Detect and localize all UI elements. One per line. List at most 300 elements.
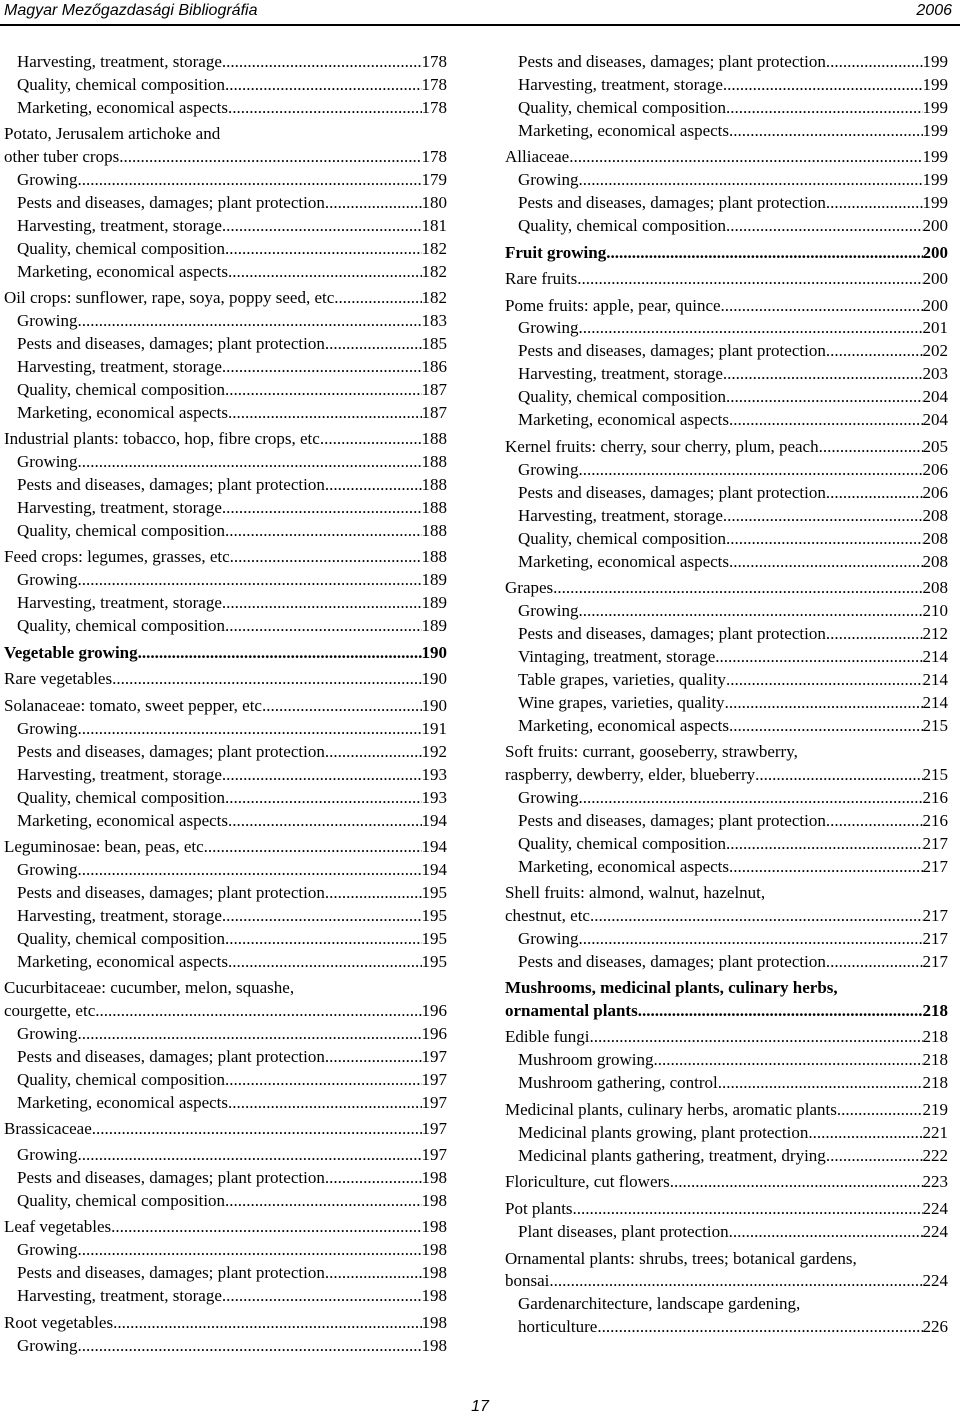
index-entry-page: 208 (922, 552, 948, 571)
index-entry-page: 221 (922, 1123, 948, 1142)
index-entry (17, 474, 447, 496)
dot-leader (723, 505, 923, 527)
index-entry (4, 1000, 447, 1022)
index-entry (518, 1049, 948, 1071)
index-entry-title: Marketing, economical aspects (17, 952, 229, 971)
dot-leader (723, 74, 923, 96)
index-entry-page: 181 (421, 216, 447, 235)
index-entry-title: Medicinal plants, culinary herbs, aromatic plants (505, 1100, 837, 1119)
index-entry-page: 218 (922, 1001, 948, 1020)
index-entry-title: Quality, chemical composition (518, 98, 727, 117)
index-entry-title: Growing (17, 170, 78, 189)
index-entry (518, 482, 948, 504)
index-entry (505, 1171, 948, 1193)
index-entry-page: 203 (922, 364, 948, 383)
dot-leader (225, 787, 421, 809)
page-number: 17 (471, 1398, 489, 1415)
index-entry-title: other tuber crops (4, 147, 120, 166)
index-entry (518, 459, 948, 481)
index-entry-title: Marketing, economical aspects (17, 1093, 229, 1112)
index-entry-page: 194 (421, 837, 447, 856)
index-entry-title: Quality, chemical composition (17, 521, 226, 540)
dot-leader (92, 1118, 422, 1140)
index-entry (518, 505, 948, 527)
index-entry-page: 190 (421, 696, 447, 715)
index-entry-page: 198 (421, 1168, 447, 1187)
index-entry (518, 1122, 948, 1144)
index-entry-page: 183 (421, 311, 447, 330)
index-entry (17, 451, 447, 473)
index-entry-title: Quality, chemical composition (17, 1191, 226, 1210)
index-entry (17, 1262, 447, 1284)
index-entry-page: 188 (421, 429, 447, 448)
dot-leader (726, 386, 922, 408)
index-entry-title: Mushroom gathering, control (518, 1073, 718, 1092)
dot-leader (325, 741, 422, 763)
index-entry-title: Grapes (505, 578, 554, 597)
index-entry (17, 592, 447, 614)
index-entry (505, 146, 948, 168)
index-entry-page: 197 (421, 1093, 447, 1112)
index-entry (17, 402, 447, 424)
index-entry (518, 192, 948, 214)
index-entry-page: 198 (421, 1336, 447, 1355)
dot-leader (77, 859, 421, 881)
dot-leader (112, 668, 421, 690)
index-entry (505, 577, 948, 599)
dot-leader (225, 74, 421, 96)
dot-leader (222, 905, 422, 927)
dot-leader (222, 51, 422, 73)
dot-leader (670, 1171, 923, 1193)
dot-leader (324, 428, 421, 450)
index-entry (17, 356, 447, 378)
index-entry (518, 97, 948, 119)
index-entry (505, 295, 948, 317)
dot-leader (225, 520, 421, 542)
index-entry-page: 214 (922, 647, 948, 666)
index-entry (505, 1270, 948, 1292)
index-entry-title: Growing (518, 170, 579, 189)
dot-leader (549, 1270, 922, 1292)
index-entry (518, 409, 948, 431)
index-entry-page: 222 (922, 1146, 948, 1165)
header-year: 2006 (916, 2, 952, 19)
index-entry (17, 379, 447, 401)
index-entry-title: Quality, chemical composition (17, 380, 226, 399)
index-entry-page: 214 (922, 670, 948, 689)
index-entry (17, 333, 447, 355)
dot-leader (325, 333, 422, 355)
index-entry-page: 217 (922, 857, 948, 876)
index-entry-page: 199 (922, 170, 948, 189)
index-entry-title: courgette, etc (4, 1001, 96, 1020)
index-entry-title: Growing (17, 719, 78, 738)
index-entry-title: Vintaging, treatment, storage (518, 647, 716, 666)
dot-leader (222, 497, 422, 519)
index-entry-title: Mushroom growing (518, 1050, 654, 1069)
dot-leader (325, 1262, 422, 1284)
dot-leader (113, 1312, 421, 1334)
index-entry (518, 528, 948, 550)
index-entry-page: 200 (922, 243, 948, 262)
dot-leader (729, 1221, 923, 1243)
index-entry (17, 1167, 447, 1189)
index-entry-title: Quality, chemical composition (17, 929, 226, 948)
dot-leader (228, 1092, 421, 1114)
index-entry (518, 600, 948, 622)
index-entry (17, 261, 447, 283)
index-entry-title: Soft fruits: currant, gooseberry, strawberry, (505, 742, 798, 761)
index-entry (4, 695, 447, 717)
index-entry-title: Pests and diseases, damages; plant protection (518, 341, 826, 360)
index-entry-page: 182 (421, 239, 447, 258)
index-entry-page: 199 (922, 75, 948, 94)
index-entry-page: 196 (421, 1024, 447, 1043)
index-entry-page: 182 (421, 262, 447, 281)
index-entry (17, 810, 447, 832)
index-entry-page: 194 (421, 860, 447, 879)
index-entry (4, 428, 447, 450)
index-entry-title: Growing (17, 311, 78, 330)
dot-leader (228, 261, 421, 283)
index-entry-title: Quality, chemical composition (518, 834, 727, 853)
index-entry-title: Harvesting, treatment, storage (518, 75, 723, 94)
index-entry-title: Growing (17, 452, 78, 471)
index-entry-title: Table grapes, varieties, quality (518, 670, 726, 689)
dot-leader (325, 474, 422, 496)
dot-leader (594, 905, 922, 927)
dot-leader (222, 1285, 422, 1307)
index-entry-page: 208 (922, 578, 948, 597)
index-entry-page: 197 (421, 1145, 447, 1164)
index-entry-page: 178 (421, 98, 447, 117)
index-entry-title: Growing (17, 570, 78, 589)
index-entry-page: 210 (922, 601, 948, 620)
index-entry-title: Pests and diseases, damages; plant protection (518, 193, 826, 212)
index-entry (4, 146, 447, 168)
index-entry-page: 188 (421, 475, 447, 494)
dot-leader (77, 569, 421, 591)
index-entry-page: 224 (922, 1222, 948, 1241)
index-entry (17, 1046, 447, 1068)
index-entry-page: 216 (922, 811, 948, 830)
dot-leader (225, 928, 421, 950)
dot-leader (77, 1023, 421, 1045)
index-entry (4, 1118, 447, 1140)
index-entry-page: 189 (421, 570, 447, 589)
index-entry-page: 191 (421, 719, 447, 738)
index-entry-title: Harvesting, treatment, storage (17, 216, 222, 235)
index-entry-page: 224 (922, 1271, 948, 1290)
index-entry (4, 977, 447, 999)
dot-leader (755, 764, 922, 786)
index-entry-page: 180 (421, 193, 447, 212)
dot-leader (721, 295, 923, 317)
index-entry-title: Pests and diseases, damages; plant protection (518, 952, 826, 971)
dot-leader (826, 51, 923, 73)
index-entry-title: Quality, chemical composition (518, 529, 727, 548)
index-entry-page: 215 (922, 765, 948, 784)
index-entry (17, 741, 447, 763)
index-entry-title: Marketing, economical aspects (518, 121, 730, 140)
index-entry (17, 951, 447, 973)
dot-leader (590, 1026, 923, 1048)
index-entry-page: 200 (922, 216, 948, 235)
index-entry-page: 178 (421, 75, 447, 94)
index-entry (518, 363, 948, 385)
index-entry-page: 226 (922, 1317, 948, 1336)
index-entry (4, 668, 447, 690)
index-entry-page: 188 (421, 521, 447, 540)
index-entry-title: Growing (17, 1024, 78, 1043)
index-entry-title: Cucurbitaceae: cucumber, melon, squashe, (4, 978, 295, 997)
index-entry-page: 200 (922, 269, 948, 288)
index-entry-page: 188 (421, 452, 447, 471)
dot-leader (228, 810, 421, 832)
index-entry (17, 1023, 447, 1045)
dot-leader (222, 215, 422, 237)
index-entry-title: Pests and diseases, damages; plant protection (518, 52, 826, 71)
index-entry-page: 216 (922, 788, 948, 807)
index-entry-title: Harvesting, treatment, storage (17, 593, 222, 612)
dot-leader (111, 1216, 421, 1238)
index-entry (518, 692, 948, 714)
index-entry (505, 1026, 948, 1048)
dot-leader (208, 836, 422, 858)
index-entry-title: raspberry, dewberry, elder, blueberry (505, 765, 756, 784)
index-entry (505, 436, 948, 458)
index-entry-page: 187 (421, 403, 447, 422)
dot-leader (77, 169, 421, 191)
index-entry-page: 185 (421, 334, 447, 353)
index-entry-title: Quality, chemical composition (17, 239, 226, 258)
index-entry-title: Growing (518, 318, 579, 337)
dot-leader (718, 1072, 923, 1094)
index-entry-page: 190 (421, 669, 447, 688)
index-entry-page: 197 (421, 1119, 447, 1138)
index-entry-page: 186 (421, 357, 447, 376)
index-entry-page: 214 (922, 693, 948, 712)
index-entry-title: Solanaceae: tomato, sweet pepper, etc. (4, 696, 267, 715)
dot-leader (577, 268, 922, 290)
index-entry-title: Kernel fruits: cherry, sour cherry, plum, peach (505, 437, 819, 456)
index-entry-title: ornamental plants (505, 1001, 638, 1020)
dot-leader (826, 340, 923, 362)
index-entry (518, 1316, 948, 1338)
index-entry (518, 551, 948, 573)
index-entry-page: 217 (922, 834, 948, 853)
index-entry (505, 977, 948, 999)
index-entry-page: 199 (922, 147, 948, 166)
index-entry-title: Pests and diseases, damages; plant protection (17, 193, 325, 212)
index-entry-title: Quality, chemical composition (17, 616, 226, 635)
index-entry-page: 199 (922, 121, 948, 140)
index-entry-title: Growing (518, 460, 579, 479)
index-entry-title: Pests and diseases, damages; plant protection (17, 334, 325, 353)
dot-leader (726, 215, 922, 237)
index-entry-title: Alliaceae (505, 147, 570, 166)
dot-leader (826, 623, 923, 645)
index-entry-title: Growing (17, 860, 78, 879)
index-entry (17, 1335, 447, 1357)
dot-leader (325, 192, 422, 214)
dot-leader (729, 856, 922, 878)
index-entry-page: 198 (421, 1191, 447, 1210)
index-entry-title: Harvesting, treatment, storage (518, 364, 723, 383)
dot-leader (826, 951, 923, 973)
index-entry-page: 198 (421, 1313, 447, 1332)
dot-leader (334, 287, 421, 309)
index-entry-page: 223 (922, 1172, 948, 1191)
index-entry (4, 642, 447, 664)
dot-leader (808, 1122, 922, 1144)
index-entry (518, 386, 948, 408)
index-entry-page: 218 (922, 1050, 948, 1069)
index-entry-page: 201 (922, 318, 948, 337)
index-entry-title: Quality, chemical composition (518, 387, 727, 406)
dot-leader (266, 695, 421, 717)
index-entry (505, 882, 948, 904)
index-entry-title: Pests and diseases, damages; plant protection (17, 1263, 325, 1282)
index-entry (518, 120, 948, 142)
index-entry-page: 188 (421, 547, 447, 566)
index-entry (518, 646, 948, 668)
index-entry (17, 905, 447, 927)
index-entry-page: 200 (922, 296, 948, 315)
dot-leader (225, 379, 421, 401)
dot-leader (729, 551, 922, 573)
index-entry-page: 199 (922, 98, 948, 117)
index-entry (17, 1069, 447, 1091)
index-entry (505, 268, 948, 290)
index-entry (17, 1285, 447, 1307)
index-entry-title: horticulture (518, 1317, 598, 1336)
index-entry (518, 951, 948, 973)
dot-leader (119, 146, 421, 168)
index-entry-title: Growing (518, 788, 579, 807)
index-entry-page: 195 (421, 929, 447, 948)
index-entry (505, 1099, 948, 1121)
index-entry-page: 208 (922, 529, 948, 548)
dot-leader (578, 600, 922, 622)
index-entry (17, 520, 447, 542)
index-entry-page: 195 (421, 906, 447, 925)
index-entry (518, 1145, 948, 1167)
index-entry-title: Brassicaceae (4, 1119, 92, 1138)
dot-leader (578, 169, 922, 191)
index-entry (505, 242, 948, 264)
index-entry (17, 615, 447, 637)
index-entry-title: Pests and diseases, damages; plant protection (17, 883, 325, 902)
index-entry-title: Harvesting, treatment, storage (17, 357, 222, 376)
index-entry (4, 1312, 447, 1334)
index-entry-title: Growing (518, 929, 579, 948)
index-entry (518, 1293, 948, 1315)
index-entry (518, 340, 948, 362)
index-entry-title: Harvesting, treatment, storage (17, 498, 222, 517)
index-entry (518, 669, 948, 691)
dot-leader (222, 764, 422, 786)
index-entry-page: 198 (421, 1240, 447, 1259)
dot-leader (578, 787, 922, 809)
index-entry-page: 198 (421, 1286, 447, 1305)
index-entry-page: 190 (421, 643, 447, 662)
index-entry-title: Harvesting, treatment, storage (518, 506, 723, 525)
index-entry-page: 199 (922, 52, 948, 71)
index-entry-title: Quality, chemical composition (17, 1070, 226, 1089)
index-entry (17, 74, 447, 96)
index-entry-page: 217 (922, 906, 948, 925)
index-entry (518, 810, 948, 832)
dot-leader (578, 459, 922, 481)
index-entry (17, 238, 447, 260)
index-entry (4, 836, 447, 858)
dot-leader (325, 882, 422, 904)
index-entry-page: 196 (421, 1001, 447, 1020)
index-entry-title: chestnut, etc. (505, 906, 595, 925)
index-entry-title: Floriculture, cut flowers (505, 1172, 670, 1191)
index-entry (505, 1248, 948, 1270)
dot-leader (77, 718, 421, 740)
dot-leader (573, 1198, 923, 1220)
index-entry-title: Potato, Jerusalem artichoke and (4, 124, 221, 143)
index-entry (17, 569, 447, 591)
index-entry-page: 182 (421, 288, 447, 307)
index-entry-title: Harvesting, treatment, storage (17, 906, 222, 925)
index-entry-page: 198 (421, 1217, 447, 1236)
index-entry-title: Marketing, economical aspects (518, 857, 730, 876)
index-entry-title: Root vegetables (4, 1313, 114, 1332)
dot-leader (228, 97, 421, 119)
dot-leader (225, 238, 421, 260)
index-entry-page: 217 (922, 929, 948, 948)
index-entry-page: 193 (421, 765, 447, 784)
index-entry-title: Pests and diseases, damages; plant protection (17, 1047, 325, 1066)
index-entry (4, 123, 447, 145)
index-entry-title: Pot plants (505, 1199, 573, 1218)
index-entry (518, 787, 948, 809)
index-entry-title: Harvesting, treatment, storage (17, 765, 222, 784)
index-entry-title: Leaf vegetables (4, 1217, 112, 1236)
dot-leader (578, 317, 922, 339)
index-entry-title: Industrial plants: tobacco, hop, fibre crops, etc. (4, 429, 325, 448)
dot-leader (95, 1000, 421, 1022)
index-entry-title: Medicinal plants gathering, treatment, drying (518, 1146, 826, 1165)
index-entry-title: Growing (17, 1145, 78, 1164)
index-entry-title: Growing (17, 1336, 78, 1355)
dot-leader (569, 146, 922, 168)
dot-leader (77, 310, 421, 332)
index-entry-title: Plant diseases, plant protection (518, 1222, 729, 1241)
dot-leader (222, 356, 422, 378)
dot-leader (826, 192, 923, 214)
dot-leader (819, 436, 923, 458)
index-entry (518, 623, 948, 645)
index-entry-title: Pests and diseases, damages; plant protection (17, 475, 325, 494)
dot-leader (729, 120, 922, 142)
index-entry-page: 212 (922, 624, 948, 643)
index-entry (17, 192, 447, 214)
index-entry (17, 1239, 447, 1261)
index-entry-title: Vegetable growing (4, 643, 138, 662)
dot-leader (837, 1099, 923, 1121)
index-entry-title: Quality, chemical composition (518, 216, 727, 235)
index-entry-title: Shell fruits: almond, walnut, hazelnut, (505, 883, 766, 902)
index-entry-title: Quality, chemical composition (17, 788, 226, 807)
index-entry-title: Marketing, economical aspects (17, 262, 229, 281)
index-entry-page: 195 (421, 883, 447, 902)
